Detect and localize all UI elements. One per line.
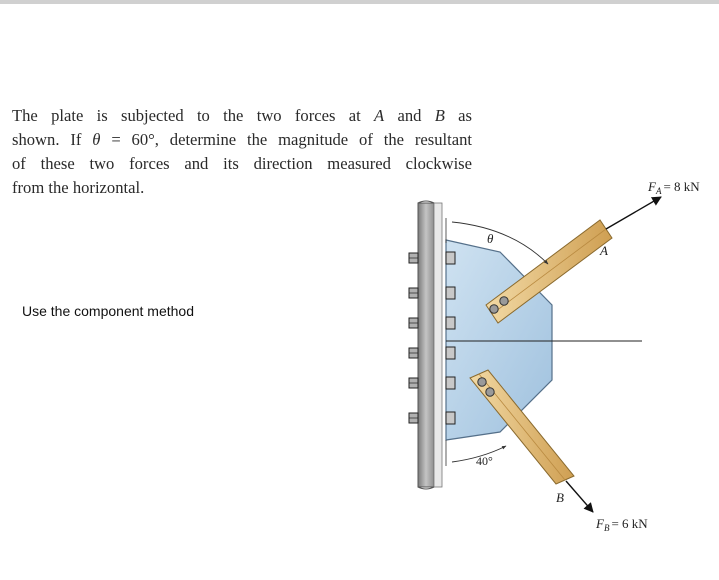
force-b-label: $F_B = 6$ kN xyxy=(596,516,648,533)
wall-support xyxy=(418,201,442,489)
problem-line-1: The plate is subjected to the two forces at A and B as xyxy=(12,106,472,125)
point-a-label: A xyxy=(600,243,608,258)
bolt-nut-inner xyxy=(446,252,455,264)
force-b-arrow xyxy=(566,481,593,512)
angle-40-label: 40° xyxy=(476,454,493,468)
bolt-nut-inner xyxy=(446,377,455,389)
force-a-label: $F_A = 8$ kN xyxy=(648,179,700,196)
problem-line-3: of these two forces and its direction measured clockwise xyxy=(12,154,472,173)
method-hint: Use the component method xyxy=(22,303,194,319)
theta-label: θ xyxy=(487,231,494,246)
problem-line-2: shown. If θ = 60°, determine the magnitude of the resultant xyxy=(12,130,473,149)
bolt-nut-inner xyxy=(446,412,455,424)
point-b-label: B xyxy=(556,490,564,505)
problem-line-4: from the horizontal. xyxy=(12,178,145,197)
bolt-nut-inner xyxy=(446,317,455,329)
bolt-nut-inner xyxy=(446,347,455,359)
force-a-arrow xyxy=(606,197,661,229)
bolt-nut-inner xyxy=(446,287,455,299)
